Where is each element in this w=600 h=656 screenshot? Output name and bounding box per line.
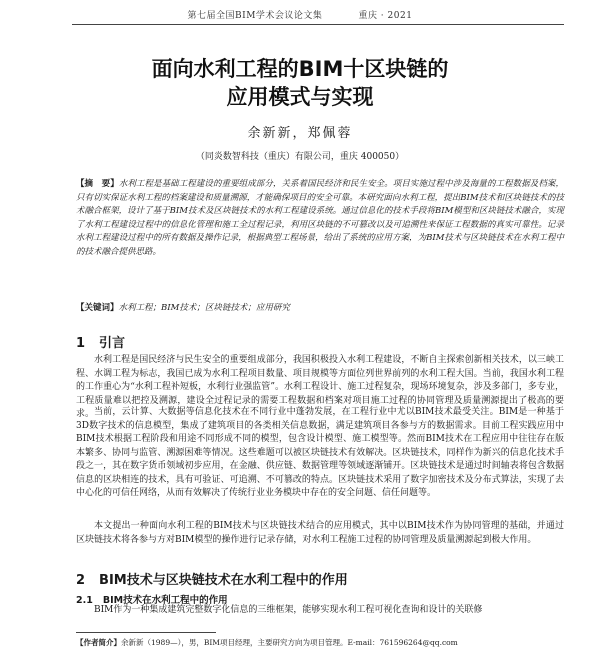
- abstract-text: 水利工程是基础工程建设的重要组成部分，关系着国民经济和民生安全。项目实施过程中涉及海量的工程数据及档案，只有切实保证水利工程的档案建设和质量溯源，才能确保项目的安全可靠。本研究面向水利工程，提出BIM技术和区块链技术的技术融合框架，设计了基于BIM技术及区块链技术的水利工程建设系统。通过信息化的技术手段将BIM模型和区块链技术融合，实现了水利工程建设过程中的信息化管理和施工全过程记录，利用区块链的不可篡改以及可追溯性来保证工程数据的真实可靠性。记录水利工程建设过程中的所有数据及操作记录，根据典型工程场景，给出了系统的应用方案，为BIM技术与区块链技术在水利工程中的技术融合提供思路。: [76, 179, 564, 257]
- paper-title-line-1: 面向水利工程的BIM十区块链的: [151, 57, 449, 81]
- section-1-number: 1: [76, 336, 86, 351]
- section-1-paragraph: 当前，云计算、大数据等信息化技术在不同行业中蓬勃发展，在工程行业中尤以BIM技术最受关注。BIM是一种基于3D数字技术的信息模型，集成了建筑项目的各类相关信息数据，满足建筑项目各参与方的数据需求。目前工程实践应用中BIM技术根据工程阶段和用途不同形成不同的模型，包含设计模型、施工模型等。然而BIM技术在工程应用中往往存在版本繁多、协同与监管、溯源困难等情况。这些难题可以被区块链技术有效解决。区块链技术，同样作为新兴的信息化技术手段之一，其在数字货币领域初步应用，在金融、供应链、数据管理等领域逐渐铺开。区块链技术是通过时间轴表将包含数据信息的区块相连的技术，具有可验证、可追溯、不可篡改的特点。区块链技术采用了数字加密技术及分布式算法，实现了去中心化的可信任网络，从而有效解决了传统行业业务模块中存在的安全问题、信任问题等。: [76, 407, 564, 498]
- keywords-label: 【关键词】: [76, 303, 119, 313]
- section-1-paragraph: 水利工程是国民经济与民生安全的重要组成部分，我国积极投入水利工程建设，不断自主探索创新相关技术，以三峡工程、水调工程为标志，我国已成为水利工程项目数量、项目规模等方面位列世界前列的水利工程大国。当前，我国水利工程的工作重心为“水利工程补短板，水利行业强监管”。水利工程设计、施工过程复杂，现场环境复杂，涉及多部门，多专业，工程质量难以把控及溯源，建设全过程记录的需要工程数据和档案对项目施工过程的协同管理及质量溯源提出了极高的要求。: [76, 355, 564, 419]
- abstract-label: 【摘 要】: [76, 179, 119, 189]
- subsection-2-1-title: BIM技术在水利工程中的作用: [102, 595, 228, 606]
- abstract: [76, 178, 564, 259]
- affiliation: （同炎数智科技（重庆）有限公司，重庆 400050）: [195, 152, 405, 162]
- footnote-text: 余新新（1989—），男，BIM项目经理，主要研究方向为项目管理。E-mail：761596264@qq.com: [121, 638, 458, 647]
- subsection-2-1-paragraph: BIM作为一种集成建筑完整数字化信息的三维框架，能够实现水利工程可视化查询和设计的关联修: [94, 605, 483, 615]
- header-rule: [72, 24, 564, 25]
- author-footnote: [76, 637, 576, 648]
- section-1-title: 引言: [99, 336, 126, 351]
- conference-name: 第七届全国BIM学术会议论文集: [187, 11, 323, 21]
- section-2-heading: [76, 569, 348, 588]
- paper-title-line-2: 应用模式与实现: [226, 85, 374, 109]
- section-2-title: BIM技术与区块链技术在水利工程中的作用: [99, 573, 348, 588]
- section-1-heading: [76, 332, 125, 351]
- keywords: [76, 302, 564, 315]
- section-1-paragraph: 本文提出一种面向水利工程的BIM技术与区块链技术结合的应用模式，其中以BIM技术作为协同管理的基础，并通过区块链技术将各参与方对BIM模型的操作进行记录存储，对水利工程施工过程的协同管理及质量溯源起到极大作用。: [76, 521, 564, 545]
- running-header: [0, 8, 600, 21]
- subsection-2-1-number: 2.1: [76, 595, 93, 606]
- footnote-rule: [76, 632, 216, 633]
- conference-location-year: 重庆 · 2021: [358, 11, 413, 21]
- keywords-text: 水利工程；BIM技术；区块链技术；应用研究: [118, 303, 290, 313]
- authors: 余新新，郑佩蓉: [247, 126, 353, 141]
- footnote-label: 【作者简介】: [76, 638, 121, 647]
- section-2-number: 2: [76, 573, 86, 588]
